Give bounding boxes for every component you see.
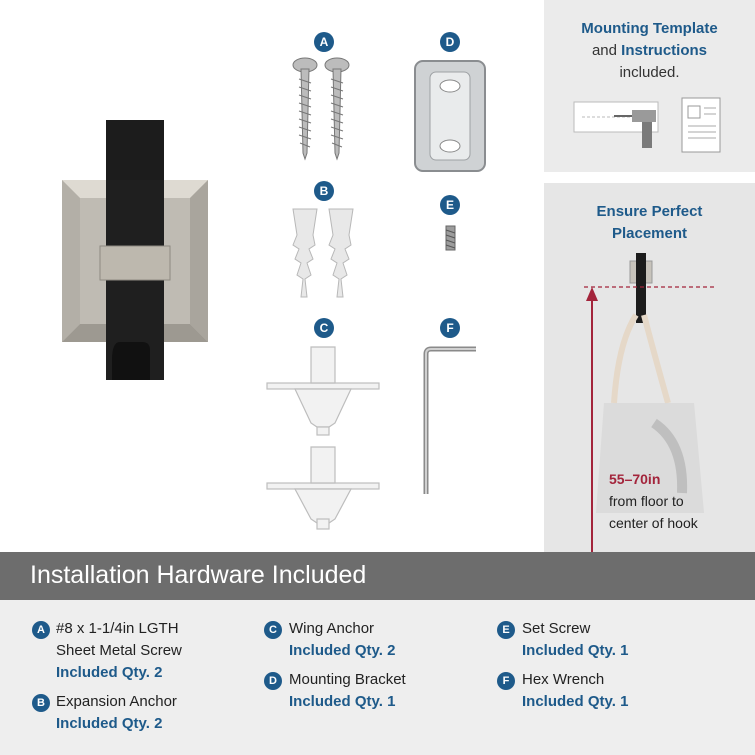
legend-item-c	[289, 618, 395, 662]
legend-d-qty: Included Qty. 1	[289, 693, 396, 710]
legend-a-qty: Included Qty. 2	[56, 664, 163, 681]
hook-product-image	[50, 110, 220, 380]
legend-badge-f: F	[497, 672, 515, 690]
placement-title-line2: Placement	[611, 225, 688, 242]
legend-a-line2: Sheet Metal Screw	[56, 642, 182, 659]
legend-c-line1: Wing Anchor	[289, 620, 375, 637]
legend-item-b	[56, 691, 177, 735]
placement-height: 55–70in	[609, 471, 661, 487]
sheet-metal-screw-image	[285, 55, 365, 165]
legend-d-line1: Mounting Bracket	[289, 671, 406, 688]
legend-c-qty: Included Qty. 2	[289, 642, 396, 659]
hardware-legend	[0, 600, 755, 755]
legend-badge-e: E	[497, 621, 515, 639]
template-panel	[544, 0, 755, 172]
badge-e: E	[440, 195, 460, 215]
legend-e-qty: Included Qty. 1	[522, 642, 629, 659]
template-included: included.	[619, 64, 680, 81]
badge-d: D	[440, 32, 460, 52]
hex-wrench-image	[418, 346, 480, 498]
template-heading: Mounting Template	[581, 20, 718, 37]
wing-anchor-image	[265, 343, 383, 533]
legend-item-a	[56, 618, 182, 684]
template-and-drill-icon	[572, 96, 742, 154]
legend-a-line1: #8 x 1-1/4in LGTH	[56, 620, 179, 637]
legend-badge-b: B	[32, 694, 50, 712]
placement-panel	[544, 183, 755, 552]
legend-badge-a: A	[32, 621, 50, 639]
legend-f-line1: Hex Wrench	[522, 671, 605, 688]
banner-title: Installation Hardware Included	[30, 561, 367, 589]
badge-f: F	[440, 318, 460, 338]
legend-e-line1: Set Screw	[522, 620, 591, 637]
badge-c: C	[314, 318, 334, 338]
legend-item-e	[522, 618, 628, 662]
template-instructions: Instructions	[621, 42, 708, 59]
template-and: and	[591, 42, 617, 59]
legend-b-qty: Included Qty. 2	[56, 715, 163, 732]
expansion-anchor-image	[287, 205, 367, 305]
legend-f-qty: Included Qty. 1	[522, 693, 629, 710]
legend-b-line1: Expansion Anchor	[56, 693, 177, 710]
legend-item-d	[289, 669, 406, 713]
badge-b: B	[314, 181, 334, 201]
legend-item-f	[522, 669, 628, 713]
placement-title-line1: Ensure Perfect	[596, 203, 703, 220]
badge-a: A	[314, 32, 334, 52]
legend-badge-d: D	[264, 672, 282, 690]
legend-badge-c: C	[264, 621, 282, 639]
placement-desc-line1: from floor to	[609, 493, 684, 509]
set-screw-image	[441, 224, 461, 256]
mounting-bracket-image	[412, 58, 492, 176]
placement-desc-line2: center of hook	[609, 515, 698, 531]
hardware-banner	[0, 552, 755, 600]
